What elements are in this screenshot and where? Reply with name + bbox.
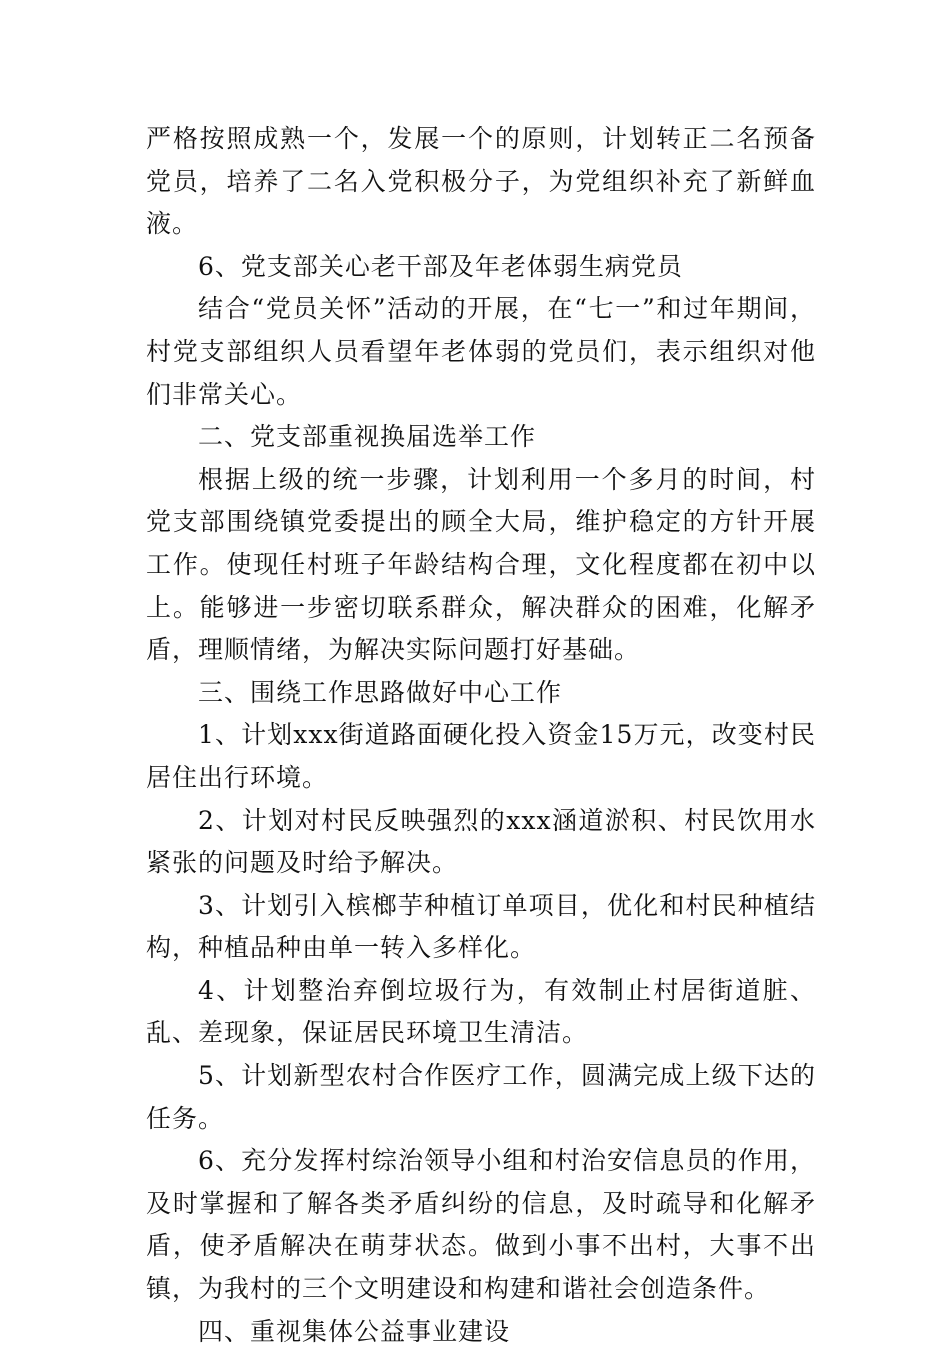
- section-heading-3: 三、围绕工作思路做好中心工作: [198, 677, 563, 707]
- section-heading-6: 6、党支部关心老干部及年老体弱生病党员: [198, 251, 683, 281]
- list-item-4: 4、计划整治弃倒垃圾行为，有效制止村居街道脏、乱、差现象，保证居民环境卫生清洁。: [146, 975, 816, 1048]
- list-item-3: 3、计划引入槟榔芋种植订单项目，优化和村民种植结构，种植品种由单一转入多样化。: [146, 890, 816, 963]
- list-item-1: 1、计划xxx街道路面硬化投入资金15万元，改变村民居住出行环境。: [146, 720, 816, 792]
- section-heading-4: 四、重视集体公益事业建设: [198, 1316, 511, 1346]
- paragraph-2: 结合“党员关怀”活动的开展，在“七一”和过年期间，村党支部组织人员看望年老体弱的党员们，表示组织对他们非常关心。: [146, 294, 816, 409]
- list-item-6: 6、充分发挥村综治领导小组和村治安信息员的作用，及时掌握和了解各类矛盾纠纷的信息，及时疏导和化解矛盾，使矛盾解决在萌芽状态。做到小事不出村，大事不出镇，为我村的三个文明建设和构建和谐社会创造条件。: [146, 1146, 816, 1304]
- document-body: [146, 118, 816, 1353]
- list-item-5: 5、计划新型农村合作医疗工作，圆满完成上级下达的任务。: [146, 1061, 816, 1133]
- list-item-2: 2、计划对村民反映强烈的xxx涵道淤积、村民饮用水紧张的问题及时给予解决。: [146, 805, 816, 878]
- paragraph-1: 严格按照成熟一个，发展一个的原则，计划转正二名预备党员，培养了二名入党积极分子，为党组织补充了新鲜血液。: [146, 124, 816, 239]
- paragraph-3: 根据上级的统一步骤，计划利用一个多月的时间，村党支部围绕镇党委提出的顾全大局，维护稳定的方针开展工作。使现任村班子年龄结构合理，文化程度都在初中以上。能够进一步密切联系群众，解决群众的困难，化解矛盾，理顺情绪，为解决实际问题打好基础。: [146, 464, 816, 665]
- section-heading-2: 二、党支部重视换届选举工作: [198, 422, 537, 452]
